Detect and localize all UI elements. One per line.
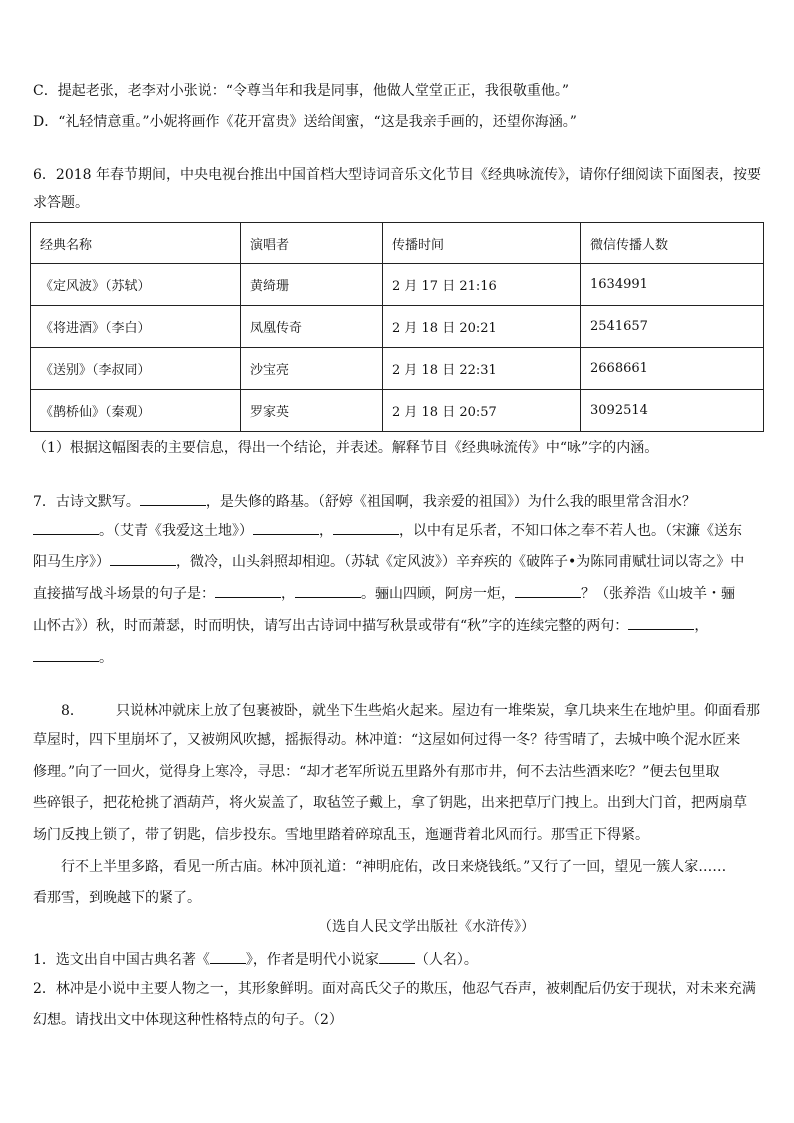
table-row [31,390,764,432]
passage-line: 些碎银子，把花枪挑了酒葫芦，将火炭盖了，取毡笠子戴上，拿了钥匙，出来把草厅门拽上。出到大门首，把两扇草 [33,795,747,811]
answer-blank[interactable] [515,583,581,598]
option-d: D．“礼轻情意重。”小妮将画作《花开富贵》送给闺蜜，“这是我亲手画的，还望你海涵。” [33,114,577,130]
table-row [31,348,764,390]
q7-text: ， [281,586,295,602]
table-cell: 2 月 18 日 22:31 [383,348,581,390]
answer-blank[interactable] [628,615,694,630]
q8-text: 》，作者是明代小说家 [245,952,379,968]
passage-line: 看那雪，到晚越下的紧了。 [33,890,201,906]
q7-text: 直接描写战斗场景的句子是： [33,586,215,602]
q8-text: 1．选文出自中国古典名著《 [33,952,210,968]
table-cell: 沙宝亮 [241,348,383,390]
q7-text: 。（艾青《我爱这土地》） [99,523,253,539]
header-cell: 演唱者 [241,223,383,264]
table-cell: 2541657 [581,306,764,348]
table-cell: 1634991 [581,264,764,306]
q6-stem-line2: 求答题。 [33,195,89,211]
passage-line: 行不上半里多路，看见一所古庙。林冲顶礼道：“神明庇佑，改日来烧钱纸。”又行了一回，望见一簇人家…… [61,859,727,875]
q7-text: 。骊山四顾，阿房一炬， [361,586,515,602]
table-cell: 《将进酒》（李白） [31,306,241,348]
q6-sub1: （1）根据这幅图表的主要信息，得出一个结论，并表述。解释节目《经典咏流传》中“咏”字的内涵。 [33,440,659,456]
q7-line5 [33,615,708,636]
q8-sub2-line1: 2．林冲是小说中主要人物之一，其形象鲜明。面对高氏父子的欺压，他忍气吞声，被刺配后仍安于现状，对未来充满 [33,981,756,997]
passage-line: 场门反拽上锁了，带了钥匙，信步投东。雪地里踏着碎琼乱玉，迤逦背着北风而行。那雪正下得紧。 [33,827,649,843]
q7-text: ？（张养浩《山坡羊・骊 [581,586,735,602]
q8-text: （人名）。 [414,952,478,968]
header-cell: 微信传播人数 [581,223,764,264]
header-cell: 传播时间 [383,223,581,264]
passage-line: 草屋时，四下里崩坏了，又被朔风吹撼，摇振得动。林冲道：“这屋如何过得一冬？待雪晴了，去城中唤个泥水匠来 [33,732,741,748]
q6-stem-line1: 6．2018 年春节期间，中央电视台推出中国首档大型诗词音乐文化节目《经典咏流传》，请你仔细阅读下面图表，按要 [33,167,761,183]
answer-blank[interactable] [295,583,361,598]
passage-line: 只说林冲就床上放了包裹被卧，就坐下生些焰火起来。屋边有一堆柴炭，拿几块来生在地炉里。仰面看那 [116,703,760,719]
q7-line2 [33,520,742,541]
table-cell: 2 月 18 日 20:57 [383,390,581,432]
answer-blank[interactable] [333,520,399,535]
q7-text: 山怀古》）秋，时而萧瑟，时而明快，请写出古诗词中描写秋景或带有“秋”字的连续完整的两句： [33,618,629,634]
table-cell: 《鹊桥仙》（秦观） [31,390,241,432]
q8-sub2-line2: 幻想。请找出文中体现这种性格特点的句子。（2） [33,1012,343,1028]
table-cell: 凤凰传奇 [241,306,383,348]
q7-line3 [33,551,744,572]
option-c: C．提起老张，老李对小张说：“令尊当年和我是同事，他做人堂堂正正，我很敬重他。” [33,83,570,99]
table-cell: 黄绮珊 [241,264,383,306]
answer-blank[interactable] [33,520,99,535]
table-cell: 2668661 [581,348,764,390]
table-row [31,306,764,348]
q7-text: 7．古诗文默写。 [33,494,140,510]
table-cell: 3092514 [581,390,764,432]
broadcast-table [30,222,764,432]
q7-text: ， [319,523,333,539]
q7-line4 [33,583,735,604]
answer-blank[interactable] [140,491,206,506]
q7-text: ， [694,618,709,634]
q7-text: 。 [99,650,113,666]
table-cell: 罗家英 [241,390,383,432]
table-row [31,264,764,306]
answer-blank[interactable] [253,520,319,535]
q7-text: ，以中有足乐者，不知口体之奉不若人也。（宋濂《送东 [399,523,742,539]
header-cell: 经典名称 [31,223,241,264]
q7-line6 [33,647,113,668]
table-cell: 《定风波》（苏轼） [31,264,241,306]
table-cell: 2 月 18 日 20:21 [383,306,581,348]
answer-blank[interactable] [110,551,176,566]
q8-sub1 [33,949,478,970]
passage-source: （选自人民文学出版社《水浒传》） [318,919,535,935]
q7-line1 [33,491,696,512]
answer-blank[interactable] [215,583,281,598]
table-header-row [31,223,764,264]
table-cell: 2 月 17 日 21:16 [383,264,581,306]
q7-text: 阳马生序》） [33,554,110,570]
passage-line: 修理。”向了一回火，觉得身上寒冷，寻思：“却才老军所说五里路外有那市井，何不去沽些酒来吃？”便去包里取 [33,764,720,780]
answer-blank[interactable] [379,949,415,964]
q7-text: ，是失修的路基。（舒婷《祖国啊，我亲爱的祖国》）为什么我的眼里常含泪水？ [205,494,696,510]
table-cell: 《送别》（李叔同） [31,348,241,390]
q7-text: ，微冷，山头斜照却相迎。（苏轼《定风波》）辛弃疾的《破阵子•为陈同甫赋壮词以寄之》中 [176,554,745,570]
q8-number: 8． [61,703,84,719]
answer-blank[interactable] [210,949,246,964]
answer-blank[interactable] [33,647,99,662]
